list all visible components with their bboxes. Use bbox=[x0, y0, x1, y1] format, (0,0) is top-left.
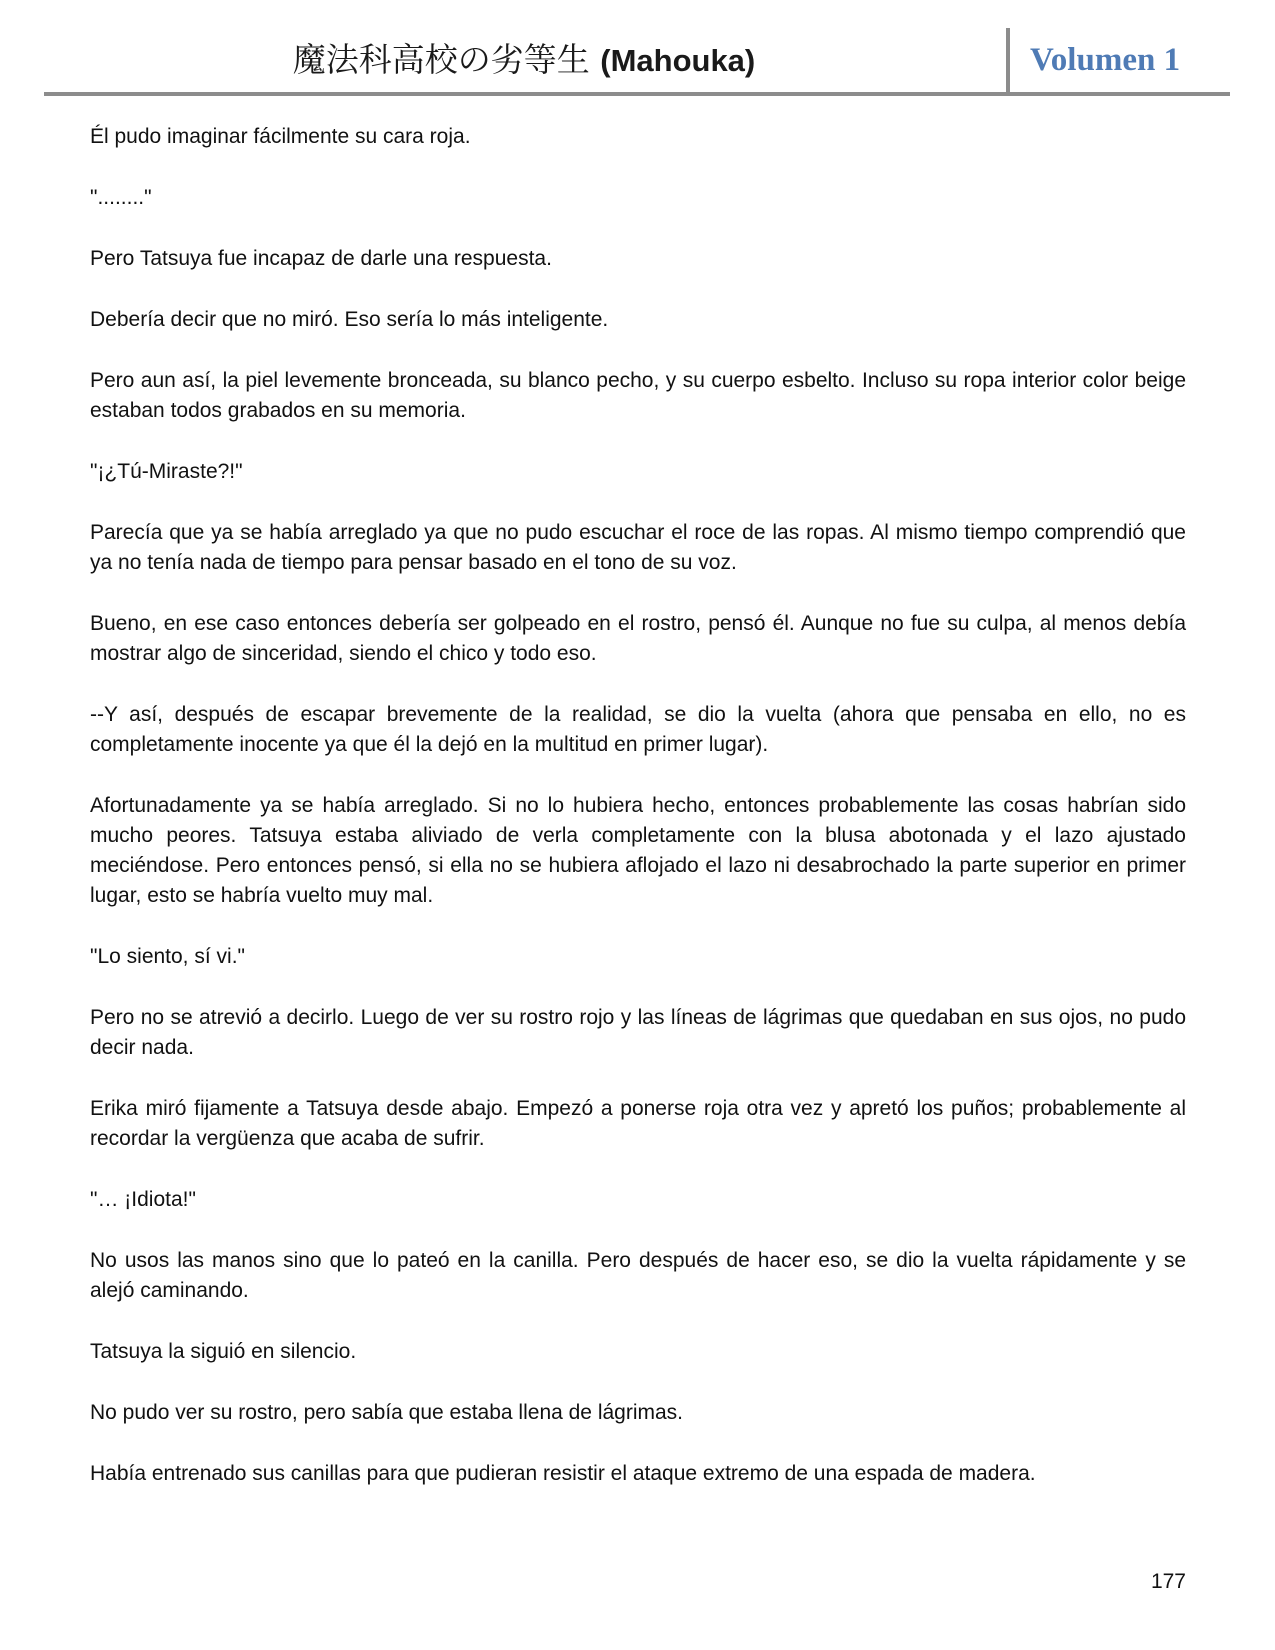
paragraph: Había entrenado sus canillas para que pudieran resistir el ataque extremo de una espada de madera. bbox=[90, 1462, 1036, 1485]
paragraph: "........" bbox=[90, 186, 152, 209]
paragraph: Pero no se atrevió a decirlo. Luego de ver su rostro rojo y las líneas de lágrimas que quedaban en sus ojos, no pudo decir nada. bbox=[90, 1006, 1186, 1059]
paragraph: No pudo ver su rostro, pero sabía que estaba llena de lágrimas. bbox=[90, 1401, 684, 1424]
paragraph: Tatsuya la siguió en silencio. bbox=[90, 1340, 357, 1363]
paragraph: Bueno, en ese caso entonces debería ser golpeado en el rostro, pensó él. Aunque no fue su culpa, al menos debía mostrar algo de sinceridad, siendo el chico y todo eso. bbox=[90, 612, 1186, 665]
paragraph: --Y así, después de escapar brevemente de la realidad, se dio la vuelta (ahora que pensaba en ello, no es completamente inocente ya que él la dejó en la multitud en primer lugar). bbox=[90, 703, 1186, 756]
book-title bbox=[44, 36, 1004, 85]
paragraph: Erika miró fijamente a Tatsuya desde abajo. Empezó a ponerse roja otra vez y apretó los puños; probablemente al recordar la vergüenza que acaba de sufrir. bbox=[90, 1097, 1186, 1150]
volume-label: Volumen 1 bbox=[1030, 42, 1181, 78]
paragraph: Debería decir que no miró. Eso sería lo más inteligente. bbox=[90, 308, 609, 331]
paragraph: Afortunadamente ya se había arreglado. Si no lo hubiera hecho, entonces probablemente las cosas habrían sido mucho peores. Tatsuya estaba aliviado de verla completamente con la blusa abotonada y el lazo ajustado meciéndose. Pero entonces pensó, si ella no se hubiera aflojado el lazo ni desabrochado la parte superior en primer lugar, esto se habría vuelto muy mal. bbox=[90, 794, 1186, 907]
paragraph: "Lo siento, sí vi." bbox=[90, 945, 245, 968]
paragraph: Parecía que ya se había arreglado ya que no pudo escuchar el roce de las ropas. Al mismo tiempo comprendió que ya no tenía nada de tiempo para pensar basado en el tono de su voz. bbox=[90, 521, 1186, 574]
paragraph: Pero Tatsuya fue incapaz de darle una respuesta. bbox=[90, 247, 552, 270]
paragraph: "… ¡Idiota!" bbox=[90, 1188, 196, 1211]
paragraph: Pero aun así, la piel levemente bronceada, su blanco pecho, y su cuerpo esbelto. Incluso su ropa interior color beige estaban todos grabados en su memoria. bbox=[90, 369, 1186, 422]
book-title-romanized: (Mahouka) bbox=[600, 43, 756, 78]
book-title-japanese: 魔法科高校の劣等生 bbox=[292, 40, 590, 79]
paragraph: Él pudo imaginar fácilmente su cara roja. bbox=[90, 125, 471, 148]
page-header bbox=[44, 28, 1230, 96]
page-body bbox=[90, 122, 1186, 1520]
paragraph: No usos las manos sino que lo pateó en la canilla. Pero después de hacer eso, se dio la vuelta rápidamente y se alejó caminando. bbox=[90, 1249, 1186, 1302]
header-divider bbox=[1006, 28, 1010, 92]
paragraph: "¡¿Tú-Miraste?!" bbox=[90, 460, 243, 483]
page-number: 177 bbox=[1150, 1570, 1186, 1593]
